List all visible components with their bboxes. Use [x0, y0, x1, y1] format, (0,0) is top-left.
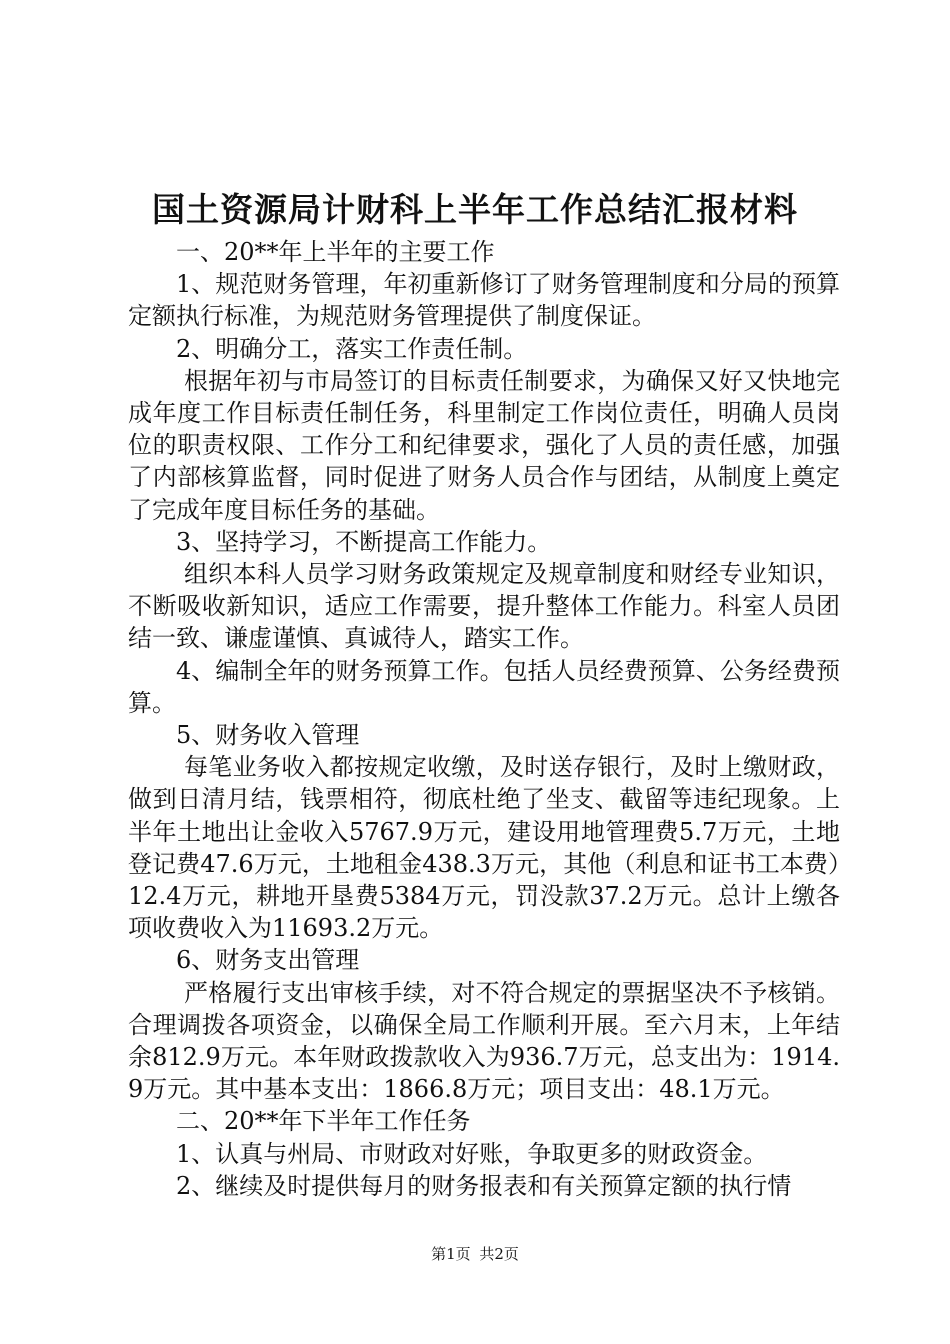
- paragraph: 组织本科人员学习财务政策规定及规章制度和财经专业知识，不断吸收新知识，适应工作需要，提升整体工作能力。科室人员团结一致、谦虚谨慎、真诚待人，踏实工作。: [128, 560, 840, 653]
- section-heading: 二、20**年下半年工作任务: [176, 1107, 471, 1136]
- paragraph: 5、财务收入管理: [176, 721, 360, 750]
- paragraph: 6、财务支出管理: [176, 946, 360, 975]
- paragraph: 3、坚持学习，不断提高工作能力。: [176, 527, 552, 556]
- paragraph: 1、认真与州局、市财政对好账，争取更多的财政资金。: [176, 1139, 768, 1168]
- paragraph: 严格履行支出审核手续，对不符合规定的票据坚决不予核销。合理调拨各项资金，以确保全局工作顺利开展。至六月末，上年结余812.9万元。本年财政拨款收入为936.7万元，总支出为：1914.9万元。其中基本支出：1866.8万元；项目支出：48.1万元。: [128, 978, 840, 1104]
- paragraph: 2、继续及时提供每月的财务报表和有关预算定额的执行情: [176, 1171, 792, 1200]
- page-number: 第1页: [431, 1245, 471, 1263]
- page-footer: [0, 1244, 950, 1264]
- paragraph: 2、明确分工，落实工作责任制。: [176, 334, 528, 363]
- paragraph: 1、规范财务管理，年初重新修订了财务管理制度和分局的预算定额执行标准，为规范财务管理提供了制度保证。: [128, 270, 840, 331]
- document-title: 国土资源局计财科上半年工作总结汇报材料: [152, 190, 798, 229]
- page-total: 共2页: [479, 1245, 519, 1263]
- section-heading: 一、20**年上半年的主要工作: [176, 238, 495, 266]
- paragraph: 4、编制全年的财务预算工作。包括人员经费预算、公务经费预算。: [128, 656, 840, 717]
- paragraph: 根据年初与市局签订的目标责任制要求，为确保又好又快地完成年度工作目标责任制任务，科里制定工作岗位责任，明确人员岗位的职责权限、工作分工和纪律要求，强化了人员的责任感，加强了内部核算监督，同时促进了财务人员合作与团结，从制度上奠定了完成年度目标任务的基础。: [128, 366, 840, 524]
- paragraph: 每笔业务收入都按规定收缴，及时送存银行，及时上缴财政，做到日清月结，钱票相符，彻底杜绝了坐支、截留等违纪现象。上半年土地出让金收入5767.9万元，建设用地管理费5.7万元，土地登记费47.6万元，土地租金438.3万元，其他（利息和证书工本费）12.4万元，耕地开垦费5384万元，罚没款37.2万元。总计上缴各项收费收入为11693.2万元。: [128, 753, 840, 943]
- document-body: [128, 236, 840, 1202]
